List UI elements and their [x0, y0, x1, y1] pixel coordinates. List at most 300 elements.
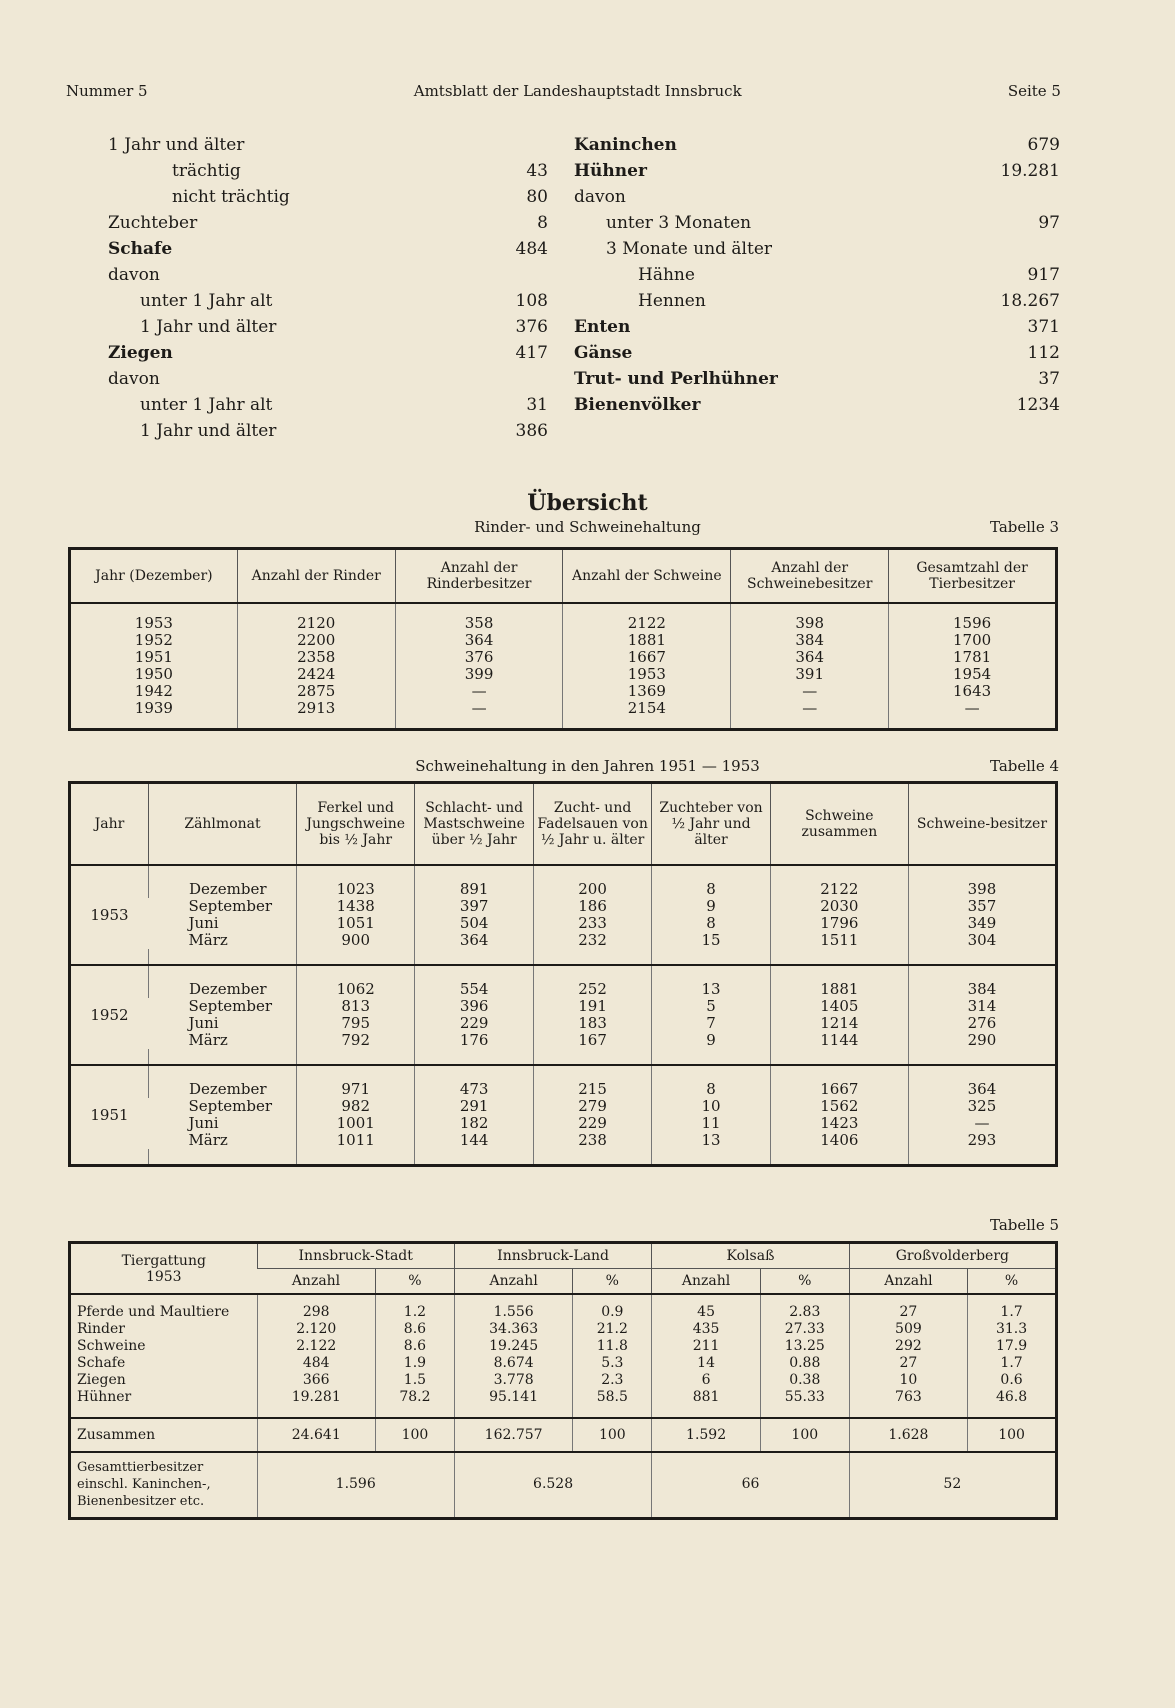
table-row [70, 1355, 1057, 1372]
table-cell: 1.556 [454, 1304, 572, 1321]
overview-title: Übersicht [527, 490, 648, 516]
table-cell: 13 [652, 1132, 770, 1149]
table4-caption: Schweinehaltung in den Jahren 1951 — 1953 [415, 757, 760, 775]
table-cell: 100 [573, 1418, 652, 1452]
table-cell: 2424 [237, 666, 395, 683]
table-cell: 1405 [770, 998, 908, 1015]
table-cell: Rinder [77, 1321, 125, 1337]
table-cell: 349 [908, 915, 1056, 932]
table-cell: 391 [731, 666, 889, 683]
table-cell: 325 [908, 1098, 1056, 1115]
item-label: nicht trächtig [172, 187, 290, 207]
table-cell: 1406 [770, 1132, 908, 1149]
table-cell: 1700 [889, 632, 1057, 649]
table-cell [652, 865, 770, 881]
item-label: Ziegen [108, 343, 173, 363]
table-cell: 100 [375, 1418, 454, 1452]
table-cell: — [908, 1115, 1056, 1132]
table-cell [770, 865, 908, 881]
table-cell: 15 [652, 932, 770, 949]
table-cell: September [188, 897, 272, 915]
table-cell: 1939 [134, 699, 173, 717]
table-cell: 1950 [134, 665, 173, 683]
table-cell: 1562 [770, 1098, 908, 1115]
col-header: Anzahl [257, 1269, 375, 1295]
table-cell: 900 [297, 932, 415, 949]
item-value: 80 [526, 187, 548, 207]
table-cell: 1781 [889, 649, 1057, 666]
table-cell: 1667 [563, 649, 731, 666]
table-cell [148, 865, 296, 881]
item-label: trächtig [172, 161, 241, 181]
table-cell: 27 [849, 1304, 967, 1321]
table-cell: 10 [652, 1098, 770, 1115]
table-cell: 1951 [134, 648, 173, 666]
table-cell [652, 1049, 770, 1065]
item-label: Hennen [638, 291, 706, 311]
animal-type-header: Tiergattung [121, 1252, 206, 1269]
list-item [0, 392, 1175, 418]
table-cell: 364 [395, 632, 563, 649]
item-value: 376 [515, 317, 548, 337]
table-row [70, 981, 1057, 998]
table-cell: 8 [652, 881, 770, 898]
col-header: Gesamtzahl der Tierbesitzer [889, 549, 1057, 604]
table-cell [237, 717, 395, 729]
table-cell: 279 [533, 1098, 651, 1115]
table-cell [533, 1049, 651, 1065]
table-cell: 398 [908, 881, 1056, 898]
region-header: Innsbruck-Land [454, 1243, 651, 1269]
table-cell: September [188, 1097, 272, 1115]
table-row [70, 1304, 1057, 1321]
item-value: 679 [1027, 135, 1060, 155]
table-cell: 298 [257, 1304, 375, 1321]
spacer-row [70, 1065, 1057, 1081]
table-cell: Juni [188, 1014, 219, 1032]
table-cell [454, 1406, 572, 1418]
table-row [70, 898, 1057, 915]
item-value: 112 [1027, 343, 1060, 363]
table-cell: 233 [533, 915, 651, 932]
spacer-row [70, 717, 1057, 729]
table-cell: 509 [849, 1321, 967, 1338]
table-cell: 186 [533, 898, 651, 915]
table-cell [760, 1294, 849, 1304]
table-cell: 1953 [563, 666, 731, 683]
table-cell: 1001 [297, 1115, 415, 1132]
table-cell: 1051 [297, 915, 415, 932]
table-cell: 276 [908, 1015, 1056, 1032]
table-cell: 2154 [563, 700, 731, 717]
table-cell: 1952 [134, 631, 173, 649]
table-cell: 55.33 [760, 1389, 849, 1406]
table-cell: 238 [533, 1132, 651, 1149]
table-cell: 2030 [770, 898, 908, 915]
table-row [70, 932, 1057, 949]
table-cell: 167 [533, 1032, 651, 1049]
item-label: davon [108, 369, 160, 389]
table-cell: 384 [731, 632, 889, 649]
table-cell: 252 [533, 981, 651, 998]
table-cell: 891 [415, 881, 533, 898]
table-cell: 182 [415, 1115, 533, 1132]
table-cell: Schweine [77, 1338, 146, 1354]
table-cell [375, 1406, 454, 1418]
item-value: 31 [526, 395, 548, 415]
table-cell: 17.9 [968, 1338, 1057, 1355]
table-row [70, 615, 1057, 632]
table-header-row [70, 549, 1057, 604]
item-label: Schafe [108, 239, 173, 259]
table-cell [375, 1294, 454, 1304]
col-header: % [573, 1269, 652, 1295]
table-cell [70, 1406, 258, 1418]
table-cell: 2122 [563, 615, 731, 632]
table-cell [770, 1149, 908, 1165]
table-cell: 376 [395, 649, 563, 666]
owners-row [70, 1452, 1057, 1518]
table-cell: 293 [908, 1132, 1056, 1149]
item-value: 97 [1038, 213, 1060, 233]
table-row [70, 998, 1057, 1015]
table-cell: 8.6 [375, 1321, 454, 1338]
table-cell: 45 [652, 1304, 761, 1321]
table-cell: 357 [908, 898, 1056, 915]
table-cell: 24.641 [257, 1418, 375, 1452]
table-cell: 358 [395, 615, 563, 632]
table-cell: 1942 [134, 682, 173, 700]
table-cell: Hühner [77, 1389, 132, 1405]
table-cell: September [188, 997, 272, 1015]
table-cell: 27 [849, 1355, 967, 1372]
col-header [70, 1243, 258, 1295]
table-cell: 1796 [770, 915, 908, 932]
table-cell [70, 949, 149, 965]
item-label: Hähne [638, 265, 695, 285]
table-cell [908, 1049, 1056, 1065]
table-cell: 397 [415, 898, 533, 915]
item-label: davon [574, 187, 626, 207]
table-row [70, 1015, 1057, 1032]
table-cell: Pferde und Maultiere [77, 1304, 230, 1320]
item-label: 1 Jahr und älter [140, 421, 277, 441]
table-row [70, 1032, 1057, 1049]
table-row [70, 666, 1057, 683]
table-cell: 100 [968, 1418, 1057, 1452]
list-item [0, 236, 1175, 262]
table-cell: 19.245 [454, 1338, 572, 1355]
table-cell: 1643 [889, 683, 1057, 700]
table-cell: 2.122 [257, 1338, 375, 1355]
col-header: % [375, 1269, 454, 1295]
table-cell: Zusammen [77, 1426, 156, 1443]
table-cell: 8 [652, 1081, 770, 1098]
table-cell: 1954 [889, 666, 1057, 683]
table-cell: 881 [652, 1389, 761, 1406]
table-cell: 14 [652, 1355, 761, 1372]
table-cell [563, 717, 731, 729]
col-header: Schweine-besitzer [908, 783, 1056, 866]
list-item [0, 314, 1175, 340]
table-cell: 290 [908, 1032, 1056, 1049]
year-header: 1953 [145, 1268, 182, 1285]
table-cell: 144 [415, 1132, 533, 1149]
livestock-by-region-table [68, 1241, 1058, 1520]
table-cell: 229 [533, 1115, 651, 1132]
table-cell: 1.7 [968, 1304, 1057, 1321]
table-cell: 8.674 [454, 1355, 572, 1372]
table-cell [70, 717, 238, 729]
list-item [0, 340, 1175, 366]
table-cell [731, 717, 889, 729]
table-cell: — [731, 683, 889, 700]
table-cell: 58.5 [573, 1389, 652, 1406]
table-cell: 31.3 [968, 1321, 1057, 1338]
page-number: Seite 5 [1007, 82, 1061, 100]
table-header-row [70, 783, 1057, 866]
table-cell [652, 965, 770, 981]
table5-label: Tabelle 5 [990, 1216, 1060, 1234]
spacer-row [70, 1149, 1057, 1165]
table-cell: 2358 [237, 649, 395, 666]
table-cell [849, 1406, 967, 1418]
table-cell: 0.38 [760, 1372, 849, 1389]
table-cell: 364 [415, 932, 533, 949]
table-cell [415, 865, 533, 881]
table-cell: 176 [415, 1032, 533, 1049]
table-cell: 1214 [770, 1015, 908, 1032]
list-item [0, 132, 1175, 158]
table-row [70, 700, 1057, 717]
table-cell: 2.83 [760, 1304, 849, 1321]
table-cell: Dezember [148, 981, 296, 998]
table-cell: 2.3 [573, 1372, 652, 1389]
table-cell: 795 [297, 1015, 415, 1032]
table-cell [148, 949, 296, 965]
table-cell: 971 [297, 1081, 415, 1098]
col-header: Zählmonat [148, 783, 296, 866]
table-cell [70, 865, 149, 881]
table-cell: 46.8 [968, 1389, 1057, 1406]
item-label: 1 Jahr und älter [140, 317, 277, 337]
table-cell [652, 949, 770, 965]
list-item [0, 184, 1175, 210]
table-cell: 1144 [770, 1032, 908, 1049]
table-cell [533, 1065, 651, 1081]
table-cell: 5 [652, 998, 770, 1015]
item-label: Zuchteber [108, 213, 198, 233]
table-row [70, 1132, 1057, 1149]
table-cell: Gesamttierbesitzer einschl. Kaninchen-, Bienenbesitzer etc. [77, 1460, 211, 1510]
table-cell [257, 1406, 375, 1418]
table-cell [415, 949, 533, 965]
table-cell [395, 717, 563, 729]
table-cell [70, 1294, 258, 1304]
table-cell [257, 1294, 375, 1304]
table-row [70, 1389, 1057, 1406]
table-cell: 292 [849, 1338, 967, 1355]
item-value: 19.281 [1000, 161, 1060, 181]
table-cell [415, 1049, 533, 1065]
table-cell: 291 [415, 1098, 533, 1115]
table-cell: 3.778 [454, 1372, 572, 1389]
table-cell [889, 717, 1057, 729]
table-cell [148, 1065, 296, 1081]
year-cell: 1952 [90, 1005, 129, 1024]
livestock-list-right [0, 132, 1175, 418]
table-cell: 13.25 [760, 1338, 849, 1355]
table-cell [415, 1149, 533, 1165]
col-header: Anzahl der Schweine [563, 549, 731, 604]
item-label: Gänse [574, 343, 633, 363]
table-cell: 384 [908, 981, 1056, 998]
table-cell [770, 1049, 908, 1065]
table-cell [770, 949, 908, 965]
table-cell: 0.6 [968, 1372, 1057, 1389]
table-cell: 1.2 [375, 1304, 454, 1321]
col-header: Schlacht- und Mastschweine über ½ Jahr [415, 783, 533, 866]
issue-number: Nummer 5 [66, 82, 148, 100]
table-cell: 0.88 [760, 1355, 849, 1372]
table-row [70, 1098, 1057, 1115]
year-cell: 1951 [90, 1105, 129, 1124]
item-label: unter 1 Jahr alt [140, 291, 273, 311]
item-label: Trut- und Perlhühner [574, 369, 778, 389]
total-row [70, 1418, 1057, 1452]
table-cell: 399 [395, 666, 563, 683]
table-cell [652, 1294, 761, 1304]
item-label: Enten [574, 317, 631, 337]
region-header: Innsbruck-Stadt [257, 1243, 454, 1269]
table-cell: 1023 [297, 881, 415, 898]
table-cell: — [889, 700, 1057, 717]
table-cell: — [395, 683, 563, 700]
table-row [70, 915, 1057, 932]
table-cell: 2122 [770, 881, 908, 898]
col-header: Zucht- und Fadelsauen von ½ Jahr u. älter [533, 783, 651, 866]
table-cell: 366 [257, 1372, 375, 1389]
table-cell: 8.6 [375, 1338, 454, 1355]
table-cell: 1438 [297, 898, 415, 915]
table-cell: 314 [908, 998, 1056, 1015]
table-row [70, 1115, 1057, 1132]
table-cell: 504 [415, 915, 533, 932]
table-cell [652, 1065, 770, 1081]
item-value: 18.267 [1000, 291, 1060, 311]
table-cell: Juni [188, 1114, 219, 1132]
item-value: 484 [515, 239, 548, 259]
list-item [0, 366, 1175, 392]
table-cell: 2120 [237, 615, 395, 632]
item-value: 1234 [1016, 395, 1060, 415]
table-cell [770, 965, 908, 981]
table-row [70, 632, 1057, 649]
table-cell: 2200 [237, 632, 395, 649]
table-cell: 211 [652, 1338, 761, 1355]
table-cell: 435 [652, 1321, 761, 1338]
list-item [0, 288, 1175, 314]
table-cell: 1667 [770, 1081, 908, 1098]
item-value: 417 [515, 343, 548, 363]
spacer-row [70, 1406, 1057, 1418]
table-cell: 1062 [297, 981, 415, 998]
item-label: davon [108, 265, 160, 285]
table-cell: Dezember [148, 881, 296, 898]
table-cell: 34.363 [454, 1321, 572, 1338]
table-cell: 1.628 [849, 1418, 967, 1452]
table-cell [849, 1294, 967, 1304]
item-value: 108 [515, 291, 548, 311]
item-value: 386 [515, 421, 548, 441]
table-cell: 2913 [237, 700, 395, 717]
table-cell: 1596 [889, 615, 1057, 632]
cattle-pig-overview-table [68, 547, 1058, 731]
item-value: 8 [537, 213, 548, 233]
table-cell: 473 [415, 1081, 533, 1098]
spacer-row [70, 949, 1057, 965]
table-cell [533, 865, 651, 881]
table-cell: 1.5 [375, 1372, 454, 1389]
col-header: % [968, 1269, 1057, 1295]
table-cell [533, 1149, 651, 1165]
table-cell: 232 [533, 932, 651, 949]
table-cell [908, 965, 1056, 981]
table-cell: 9 [652, 898, 770, 915]
table-row [70, 683, 1057, 700]
table-cell [573, 1406, 652, 1418]
table-cell: 1511 [770, 932, 908, 949]
table-cell: 66 [652, 1452, 849, 1518]
table-cell [652, 1149, 770, 1165]
item-value: 371 [1027, 317, 1060, 337]
table-cell [148, 1049, 296, 1065]
table-cell: März [188, 1031, 228, 1049]
table-cell [968, 1294, 1057, 1304]
table-cell: 200 [533, 881, 651, 898]
table-cell: 21.2 [573, 1321, 652, 1338]
table-cell [70, 1149, 149, 1165]
col-header: Anzahl [849, 1269, 967, 1295]
table-cell [454, 1294, 572, 1304]
table-cell [297, 965, 415, 981]
table-cell: 11.8 [573, 1338, 652, 1355]
item-label: Bienenvölker [574, 395, 701, 415]
table-cell: Schafe [77, 1355, 126, 1371]
table-cell: 364 [731, 649, 889, 666]
year-cell: 1953 [90, 905, 129, 924]
table-cell: 11 [652, 1115, 770, 1132]
table-cell: 1881 [770, 981, 908, 998]
col-header: Jahr (Dezember) [70, 549, 238, 604]
table-cell [908, 1065, 1056, 1081]
table-cell: 982 [297, 1098, 415, 1115]
table-cell: 7 [652, 1015, 770, 1032]
region-header: Kolsaß [652, 1243, 849, 1269]
table-cell: 1953 [134, 614, 173, 632]
table-cell [760, 1406, 849, 1418]
col-header: Anzahl [652, 1269, 761, 1295]
table-cell: 396 [415, 998, 533, 1015]
table-cell: 364 [908, 1081, 1056, 1098]
table-cell: Ziegen [77, 1372, 126, 1388]
spacer-row [70, 965, 1057, 981]
table-row [70, 1321, 1057, 1338]
table-cell: 1.9 [375, 1355, 454, 1372]
item-value: 917 [1027, 265, 1060, 285]
spacer-row [70, 1294, 1057, 1304]
table-cell: 162.757 [454, 1418, 572, 1452]
